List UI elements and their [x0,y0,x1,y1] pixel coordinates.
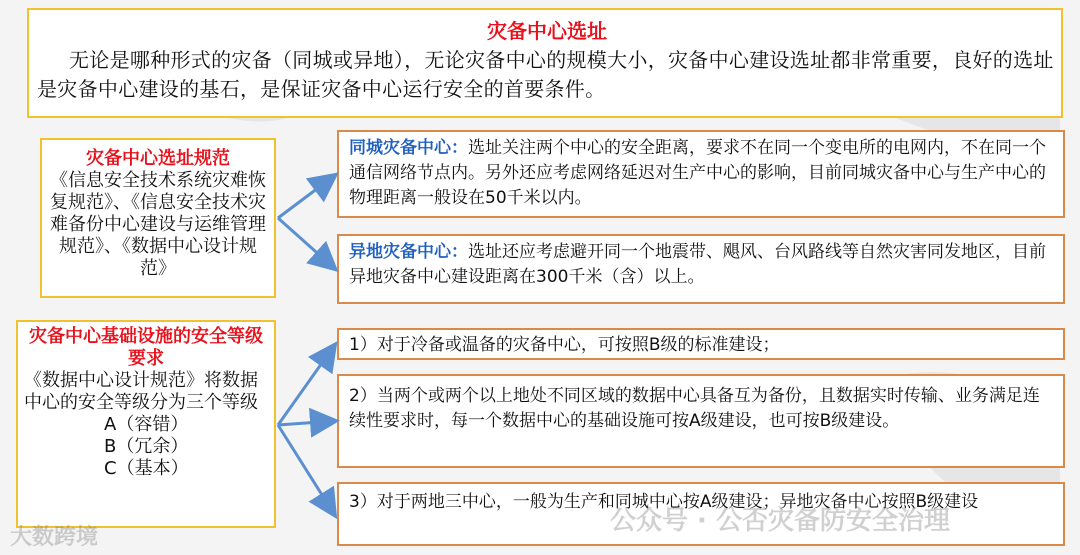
same-city-label: 同城灾备中心： [349,138,468,158]
level-b: B（冗余） [104,436,189,457]
standards-heading: 灾备中心选址规范 [86,148,230,169]
watermark-right: 公众号 · 公否灾备防安全治理 [610,506,950,536]
summary-title: 灾备中心选址 [487,19,607,43]
watermark-left: 大数跨境 [10,525,99,550]
site-selection-summary-box [27,8,1063,118]
requirement-item-1-text: 1）对于冷备或温备的灾备中心，可按照B级的标准建设； [349,335,780,355]
standards-text: 《信息安全技术系统灾难恢复规范》、《信息安全技术灾难备份中心建设与运维管理规范》、《数据中心设计规范》 [50,170,266,279]
requirement-item-2 [337,374,1065,468]
remote-text: 选址还应考虑避开同一个地震带、飓风、台风路线等自然灾害同发地区，目前异地灾备中心建设距离在300千米（含）以上。 [349,242,1046,287]
remote-label: 异地灾备中心： [349,242,468,262]
remote-center-box [337,234,1065,304]
security-level-box [16,320,276,528]
summary-body: 无论是哪种形式的灾备（同城或异地），无论灾备中心的规模大小，灾备中心建设选址都非常重要，良好的选址是灾备中心建设的基石，是保证灾备中心运行安全的首要条件。 [37,48,1054,101]
requirement-item-3-text: 3）对于两地三中心，一般为生产和同城中心按A级建设；异地灾备中心按照B级建设 [349,492,979,512]
level-a: A（容错） [104,414,189,435]
requirement-item-1 [337,328,1065,360]
site-selection-standards-box [40,138,276,298]
security-level-text: 《数据中心设计规范》将数据中心的安全等级分为三个等级 [24,370,258,413]
security-level-heading: 灾备中心基础设施的安全等级要求 [29,326,263,369]
same-city-center-box [337,130,1065,218]
level-c: C（基本） [104,458,189,479]
same-city-text: 选址关注两个中心的安全距离，要求不在同一个变电所的电网内，不在同一个通信网络节点内。另外还应考虑网络延迟对生产中心的影响，目前同城灾备中心与生产中心的物理距离一般设在50千米以内。 [349,138,1046,208]
requirement-item-2-text: 2）当两个或两个以上地处不同区域的数据中心具备互为备份，且数据实时传输、业务满足连续性要求时，每一个数据中心的基础设施可按A级建设，也可按B级建设。 [349,386,1040,431]
